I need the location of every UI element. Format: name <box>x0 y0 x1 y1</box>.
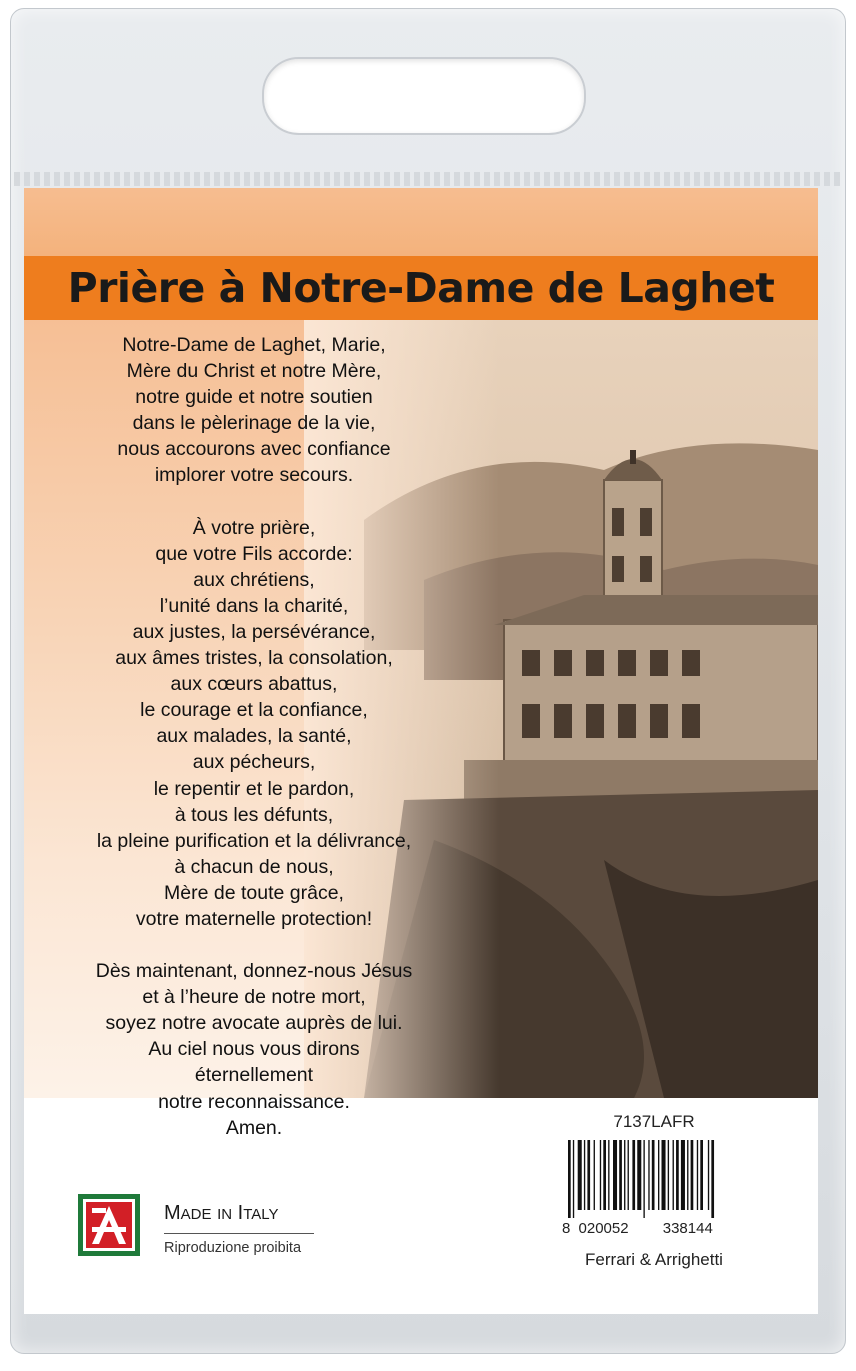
prayer-line: le repentir et le pardon, <box>153 777 355 800</box>
prayer-line: Au ciel nous vous dirons <box>148 1038 360 1061</box>
prayer-line: la pleine purification et la délivrance, <box>96 829 412 852</box>
barcode-bar <box>584 1140 585 1210</box>
barcode-bar <box>708 1140 709 1210</box>
prayer-line: à chacun de nous, <box>174 855 334 878</box>
prayer-line: et à l’heure de notre mort, <box>142 986 366 1009</box>
prayer-text <box>24 332 484 1172</box>
barcode-bar <box>603 1140 606 1210</box>
prayer-line: Mère du Christ et notre Mère, <box>126 360 382 383</box>
barcode-bar <box>587 1140 590 1210</box>
barcode-bar <box>643 1140 644 1218</box>
blister-seal <box>14 172 840 186</box>
barcode-bar <box>578 1140 582 1210</box>
prayer-line: votre maternelle protection! <box>135 907 373 930</box>
barcode-bar <box>668 1140 669 1210</box>
prayer-line: Amen. <box>225 1116 283 1139</box>
prayer-line: éternellement <box>194 1064 314 1087</box>
barcode-left-group: 020052 <box>578 1220 629 1237</box>
barcode-bar <box>600 1140 601 1210</box>
prayer-card <box>24 188 818 1314</box>
barcode-bar <box>687 1140 688 1210</box>
barcode-bar <box>676 1140 679 1210</box>
prayer-line: l’unité dans la charité, <box>159 594 349 617</box>
barcode-bar <box>573 1140 574 1218</box>
barcode-bar <box>608 1140 609 1210</box>
prayer-line: aux justes, la persévérance, <box>132 620 376 643</box>
prayer-line: nous accourons avec confiance <box>117 438 391 461</box>
hang-hole <box>262 57 586 135</box>
barcode-right-group: 338144 <box>662 1220 713 1237</box>
prayer-line: notre reconnaissance. <box>158 1090 350 1113</box>
barcode <box>566 1140 746 1218</box>
barcode-first-digit: 8 <box>562 1220 571 1237</box>
barcode-bar <box>613 1140 617 1210</box>
prayer-line: aux malades, la santé, <box>156 725 352 748</box>
prayer-line: Notre-Dame de Laghet, Marie, <box>122 334 386 356</box>
barcode-bar <box>652 1140 655 1210</box>
prayer-line: Dès maintenant, donnez-nous Jésus <box>95 960 413 983</box>
prayer-line: aux chrétiens, <box>193 568 315 591</box>
prayer-line: À votre prière, <box>192 516 316 539</box>
barcode-bar <box>662 1140 666 1210</box>
barcode-bar <box>697 1140 698 1210</box>
barcode-bar <box>619 1140 622 1210</box>
barcode-bar <box>648 1140 649 1210</box>
prayer-line: aux âmes tristes, la consolation, <box>115 647 393 670</box>
prayer-line: le courage et la confiance, <box>140 699 368 722</box>
prayer-line: implorer votre secours. <box>154 464 354 487</box>
prayer-line: Mère de toute grâce, <box>164 881 344 904</box>
prayer-line: aux cœurs abattus, <box>170 673 338 696</box>
prayer-line: notre guide et notre soutien <box>135 386 373 409</box>
barcode-bar <box>632 1140 635 1210</box>
manufacturer: Ferrari & Arrighetti <box>585 1250 723 1269</box>
barcode-bar <box>624 1140 625 1210</box>
barcode-bar <box>594 1140 595 1210</box>
prayer-line: que votre Fils accorde: <box>155 542 353 565</box>
product-code: 7137LAFR <box>613 1112 695 1131</box>
made-in-divider <box>164 1233 314 1234</box>
stanza-2 <box>24 515 484 933</box>
prayer-line: à tous les défunts, <box>174 803 334 826</box>
reproduction-notice: Riproduzione proibita <box>164 1240 302 1256</box>
barcode-bar <box>658 1140 659 1210</box>
barcode-bar <box>673 1140 674 1210</box>
barcode-bar <box>637 1140 641 1210</box>
top-band <box>24 188 818 256</box>
barcode-digits <box>562 1220 752 1237</box>
barcode-bar <box>628 1140 629 1210</box>
stanza-3 <box>24 958 484 1141</box>
fa-monogram-logo <box>78 1194 140 1256</box>
prayer-line: dans le pèlerinage de la vie, <box>132 412 376 435</box>
barcode-bar <box>711 1140 714 1218</box>
barcode-bar <box>700 1140 703 1210</box>
prayer-line: soyez notre avocate auprès de lui. <box>105 1012 403 1035</box>
card-title: Prière à Notre-Dame de Laghet <box>67 264 775 312</box>
stanza-1 <box>24 332 484 489</box>
barcode-bar <box>691 1140 694 1210</box>
barcode-bar <box>681 1140 685 1210</box>
prayer-line: aux pécheurs, <box>192 751 316 774</box>
barcode-bar <box>568 1140 571 1218</box>
made-in-italy: MADE IN ITALY <box>164 1202 279 1224</box>
title-bar <box>24 256 818 320</box>
